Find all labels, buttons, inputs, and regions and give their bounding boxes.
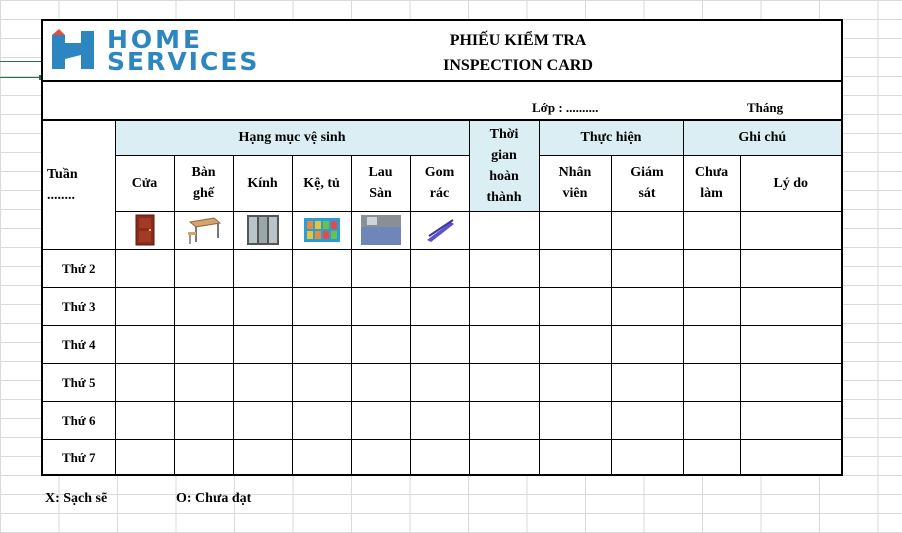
table-cell[interactable]	[233, 439, 292, 476]
card-header	[43, 21, 841, 82]
day-label[interactable]: Thứ 7	[43, 439, 115, 476]
inspection-card	[41, 19, 843, 476]
category-floor: Lau Sàn	[351, 155, 410, 211]
shelf-icon	[292, 211, 351, 249]
supervisor-header: Giám sát	[611, 155, 683, 211]
logo-text-services: SERVICES	[107, 47, 260, 76]
table-cell[interactable]	[115, 325, 174, 363]
table-cell[interactable]	[292, 249, 351, 287]
day-label[interactable]: Thứ 6	[43, 401, 115, 439]
completion-time-cell[interactable]	[469, 211, 539, 249]
table-row	[43, 401, 841, 439]
table-cell[interactable]	[292, 325, 351, 363]
table-cell[interactable]	[351, 325, 410, 363]
glass-window-icon	[233, 211, 292, 249]
notes-group-header: Ghi chú	[683, 120, 841, 155]
home-services-logo	[51, 25, 301, 76]
day-label[interactable]: Thứ 2	[43, 249, 115, 287]
table-cell[interactable]	[292, 401, 351, 439]
table-cell[interactable]	[410, 249, 469, 287]
table-cell[interactable]	[351, 287, 410, 325]
table-cell[interactable]	[233, 363, 292, 401]
table-cell[interactable]	[115, 439, 174, 476]
table-cell[interactable]	[740, 249, 841, 287]
info-row	[43, 80, 841, 119]
table-cell[interactable]	[683, 401, 740, 439]
table-row	[43, 325, 841, 363]
cell-selection-border	[0, 61, 42, 78]
inspection-table	[43, 119, 841, 476]
title-vi: PHIẾU KIỂM TRA	[449, 32, 587, 49]
table-cell[interactable]	[351, 439, 410, 476]
table-cell[interactable]	[469, 287, 539, 325]
table-cell[interactable]	[410, 439, 469, 476]
table-row	[43, 439, 841, 476]
day-label[interactable]: Thứ 3	[43, 287, 115, 325]
tongs-icon	[410, 211, 469, 249]
table-cell[interactable]	[410, 363, 469, 401]
day-label[interactable]: Thứ 4	[43, 325, 115, 363]
door-icon	[115, 211, 174, 249]
table-cell[interactable]	[611, 439, 683, 476]
table-cell[interactable]	[351, 401, 410, 439]
title-en: INSPECTION CARD	[443, 57, 593, 74]
table-cell[interactable]	[740, 363, 841, 401]
month-label: Tháng	[747, 100, 784, 115]
table-cell[interactable]	[174, 287, 233, 325]
logo-text-home: HOME	[107, 25, 204, 54]
table-cell[interactable]	[410, 401, 469, 439]
table-cell[interactable]	[115, 363, 174, 401]
legend-clean: X: Sạch sẽ	[45, 491, 108, 506]
table-cell[interactable]	[115, 287, 174, 325]
execution-group-header: Thực hiện	[539, 120, 683, 155]
table-row	[43, 363, 841, 401]
reason-header: Lý do	[740, 155, 841, 211]
table-cell[interactable]	[539, 401, 611, 439]
supervisor-cell[interactable]	[611, 211, 683, 249]
table-cell[interactable]	[740, 287, 841, 325]
table-cell[interactable]	[539, 249, 611, 287]
class-label: Lớp : ..........	[532, 100, 599, 115]
table-cell[interactable]	[611, 401, 683, 439]
not-done-header: Chưa làm	[683, 155, 740, 211]
table-row	[43, 249, 841, 287]
table-cell[interactable]	[740, 439, 841, 476]
table-cell[interactable]	[469, 363, 539, 401]
reason-cell[interactable]	[740, 211, 841, 249]
staff-header: Nhân viên	[539, 155, 611, 211]
table-cell[interactable]	[410, 287, 469, 325]
desk-chair-icon	[174, 211, 233, 249]
table-cell[interactable]	[469, 401, 539, 439]
table-cell[interactable]	[174, 325, 233, 363]
table-cell[interactable]	[469, 249, 539, 287]
table-cell[interactable]	[539, 363, 611, 401]
table-cell[interactable]	[292, 439, 351, 476]
not-done-cell[interactable]	[683, 211, 740, 249]
house-h-logo-icon	[51, 29, 101, 71]
table-cell[interactable]	[174, 363, 233, 401]
table-cell[interactable]	[351, 249, 410, 287]
table-cell[interactable]	[683, 363, 740, 401]
table-cell[interactable]	[292, 287, 351, 325]
table-cell[interactable]	[539, 287, 611, 325]
table-cell[interactable]	[683, 439, 740, 476]
category-desk-chair: Bàn ghế	[174, 155, 233, 211]
table-cell[interactable]	[539, 325, 611, 363]
table-cell[interactable]	[351, 363, 410, 401]
table-cell[interactable]	[611, 325, 683, 363]
table-cell[interactable]	[233, 287, 292, 325]
legend-not-done: O: Chưa đạt	[176, 491, 252, 506]
table-cell[interactable]	[115, 249, 174, 287]
table-cell[interactable]	[683, 287, 740, 325]
table-cell[interactable]	[469, 325, 539, 363]
table-cell[interactable]	[469, 439, 539, 476]
table-cell[interactable]	[174, 401, 233, 439]
category-trash: Gom rác	[410, 155, 469, 211]
table-cell[interactable]	[611, 287, 683, 325]
floor-icon	[351, 211, 410, 249]
table-cell[interactable]	[740, 325, 841, 363]
table-cell[interactable]	[233, 249, 292, 287]
table-cell[interactable]	[174, 439, 233, 476]
category-glass: Kính	[233, 155, 292, 211]
table-row	[43, 287, 841, 325]
completion-time-header: Thời gian hoàn thành	[469, 120, 539, 211]
table-cell[interactable]	[683, 325, 740, 363]
table-cell[interactable]	[611, 249, 683, 287]
table-cell[interactable]	[174, 249, 233, 287]
table-cell[interactable]	[233, 325, 292, 363]
table-cell[interactable]	[115, 401, 174, 439]
card-title	[413, 28, 623, 78]
table-cell[interactable]	[539, 439, 611, 476]
table-cell[interactable]	[683, 249, 740, 287]
week-header: Tuần ........	[43, 120, 115, 249]
table-cell[interactable]	[740, 401, 841, 439]
table-cell[interactable]	[292, 363, 351, 401]
day-label[interactable]: Thứ 5	[43, 363, 115, 401]
categories-group-header: Hạng mục vệ sinh	[115, 120, 469, 155]
table-cell[interactable]	[233, 401, 292, 439]
staff-cell[interactable]	[539, 211, 611, 249]
table-cell[interactable]	[410, 325, 469, 363]
category-door: Cửa	[115, 155, 174, 211]
table-cell[interactable]	[611, 363, 683, 401]
category-shelf: Kệ, tủ	[292, 155, 351, 211]
